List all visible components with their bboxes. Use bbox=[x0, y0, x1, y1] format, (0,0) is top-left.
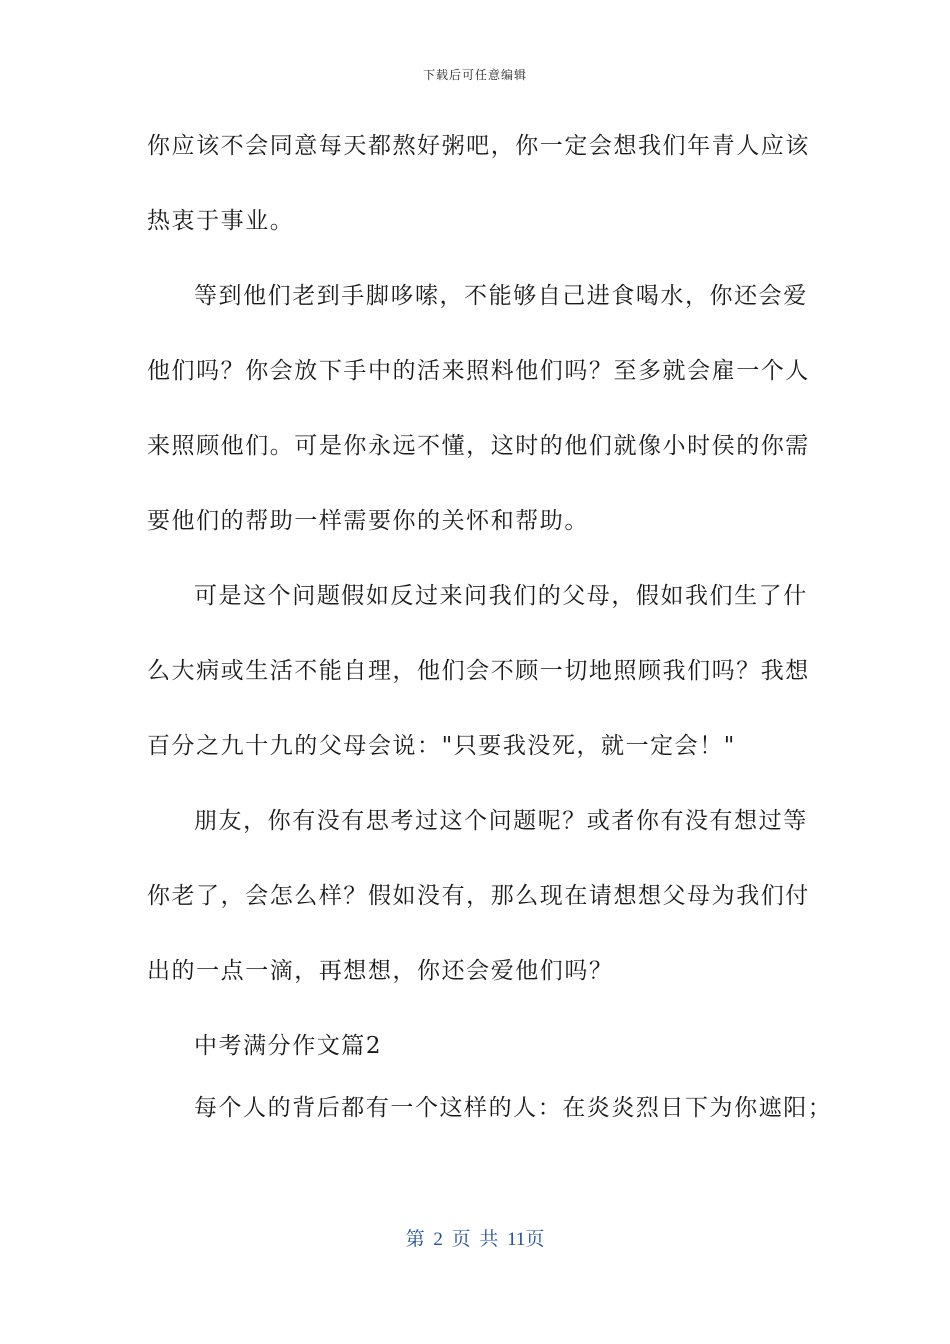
paragraph-first-line: 每个人的背后都有一个这样的人：在炎炎烈日下为你遮阳； bbox=[194, 1095, 833, 1121]
text-line: 么大病或生活不能自理，他们会不顾一切地照顾我们吗？我想 bbox=[147, 658, 810, 684]
text-line: 你老了，会怎么样？假如没有，那么现在请想想父母为我们付 bbox=[147, 883, 810, 909]
text-line: 出的一点一滴，再想想，你还会爱他们吗？ bbox=[147, 958, 614, 984]
paragraph-first-line: 朋友，你有没有思考过这个问题呢？或者你有没有想过等 bbox=[194, 808, 808, 834]
text-line: 百分之九十九的父母会说："只要我没死，就一定会！" bbox=[147, 733, 736, 759]
section-heading: 中考满分作文篇2 bbox=[194, 1033, 383, 1059]
paragraph-first-line: 可是这个问题假如反过来问我们的父母，假如我们生了什 bbox=[194, 583, 808, 609]
page-indicator: 第 2 页 共 11页 bbox=[405, 1229, 545, 1250]
text-line: 他们吗？你会放下手中的活来照料他们吗？至多就会雇一个人 bbox=[147, 358, 810, 384]
text-line: 你应该不会同意每天都熬好粥吧，你一定会想我们年青人应该 bbox=[147, 133, 810, 159]
text-line: 要他们的帮助一样需要你的关怀和帮助。 bbox=[147, 508, 589, 534]
text-line: 来照顾他们。可是你永远不懂，这时的他们就像小时侯的你需 bbox=[147, 433, 810, 459]
document-body bbox=[147, 122, 833, 1159]
header-note: 下载后可任意编辑 bbox=[422, 68, 527, 82]
text-line: 热衷于事业。 bbox=[147, 208, 295, 234]
paragraph-first-line: 等到他们老到手脚哆嗦，不能够自己进食喝水，你还会爱 bbox=[194, 283, 808, 309]
